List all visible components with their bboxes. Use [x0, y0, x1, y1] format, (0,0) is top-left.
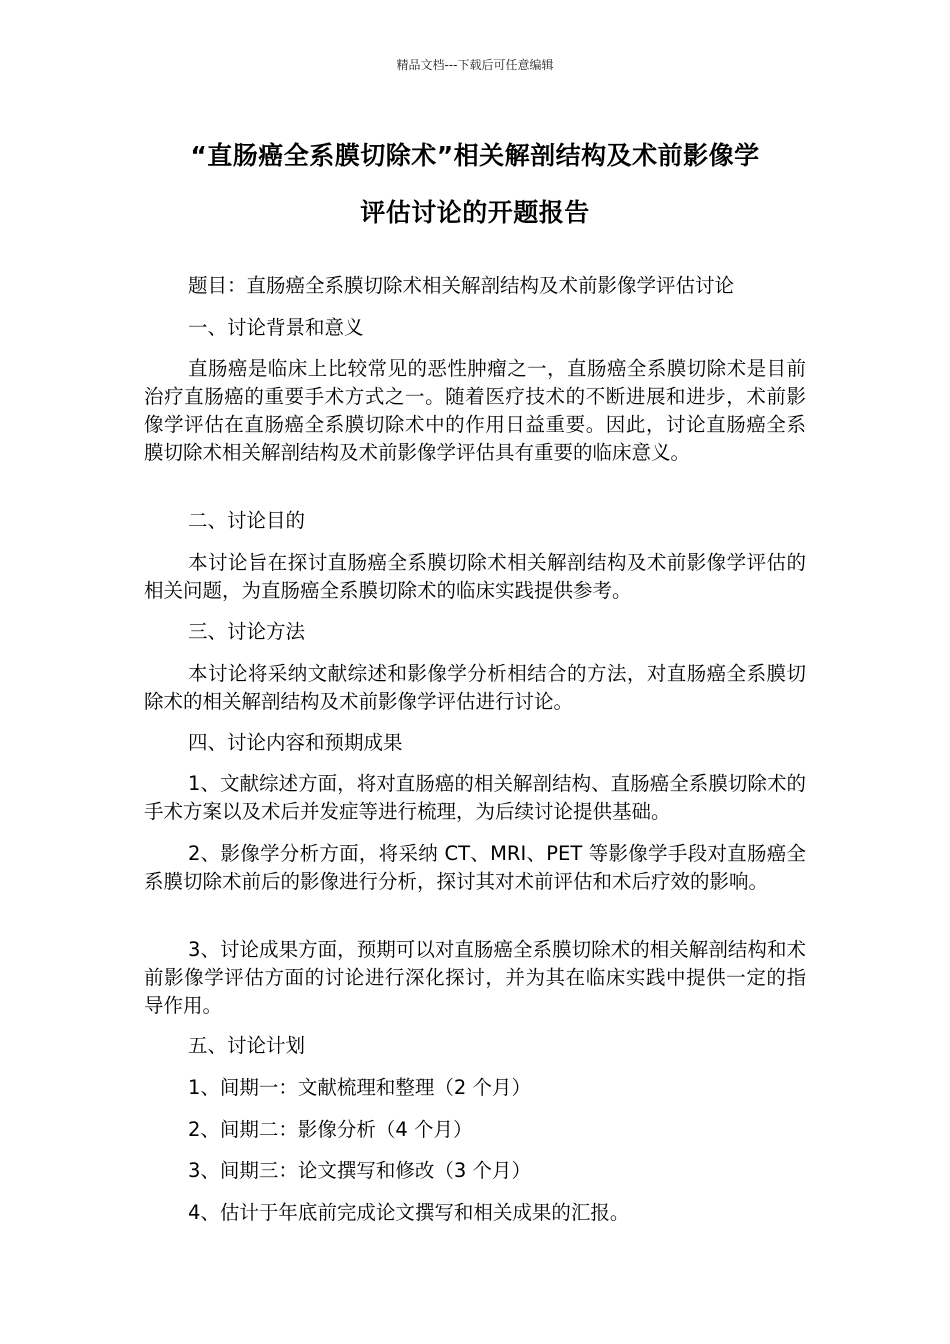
section-5-item-4: 4、估计于年底前完成论文撰写和相关成果的汇报。: [188, 1201, 630, 1224]
section-2-paragraph: 本讨论旨在探讨直肠癌全系膜切除术相关解剖结构及术前影像学评估的相关问题，为直肠癌全系膜切除术的临床实践提供参考。: [144, 551, 806, 602]
section-5-heading: 五、讨论计划: [188, 1034, 306, 1057]
section-4-item-2: 2、影像学分析方面，将采纳 CT、MRI、PET 等影像学手段对直肠癌全系膜切除术前后的影像进行分析，探讨其对术前评估和术后疗效的影响。: [144, 842, 806, 893]
section-3-paragraph: 本讨论将采纳文献综述和影像学分析相结合的方法，对直肠癌全系膜切除术的相关解剖结构及术前影像学评估进行讨论。: [144, 662, 806, 713]
section-5-item-2: 2、间期二：影像分析（4 个月）: [188, 1118, 473, 1141]
section-5-item-1: 1、间期一：文献梳理和整理（2 个月）: [188, 1076, 532, 1099]
section-4-item-1: 1、文献综述方面，将对直肠癌的相关解剖结构、直肠癌全系膜切除术的手术方案以及术后并发症等进行梳理，为后续讨论提供基础。: [144, 772, 806, 823]
document-title-line-2: 评估讨论的开题报告: [360, 198, 590, 227]
section-1-heading: 一、讨论背景和意义: [188, 316, 364, 339]
section-4-item-3: 3、讨论成果方面，预期可以对直肠癌全系膜切除术的相关解剖结构和术前影像学评估方面的讨论进行深化探讨，并为其在临床实践中提供一定的指导作用。: [144, 938, 806, 1017]
section-1-paragraph: 直肠癌是临床上比较常见的恶性肿瘤之一，直肠癌全系膜切除术是目前治疗直肠癌的重要手术方式之一。随着医疗技术的不断进展和进步，术前影像学评估在直肠癌全系膜切除术中的作用日益重要。因此，讨论直肠癌全系膜切除术相关解剖结构及术前影像学评估具有重要的临床意义。: [144, 357, 806, 464]
topic-line: 题目：直肠癌全系膜切除术相关解剖结构及术前影像学评估讨论: [188, 274, 735, 297]
section-4-heading: 四、讨论内容和预期成果: [188, 731, 403, 754]
section-5-item-3: 3、间期三：论文撰写和修改（3 个月）: [188, 1159, 532, 1182]
document-title-line-1: “直肠癌全系膜切除术”相关解剖结构及术前影像学: [190, 141, 760, 170]
section-2-heading: 二、讨论目的: [188, 509, 306, 532]
header-note: 精品文档---下载后可任意编辑: [396, 58, 554, 72]
section-3-heading: 三、讨论方法: [188, 620, 306, 643]
